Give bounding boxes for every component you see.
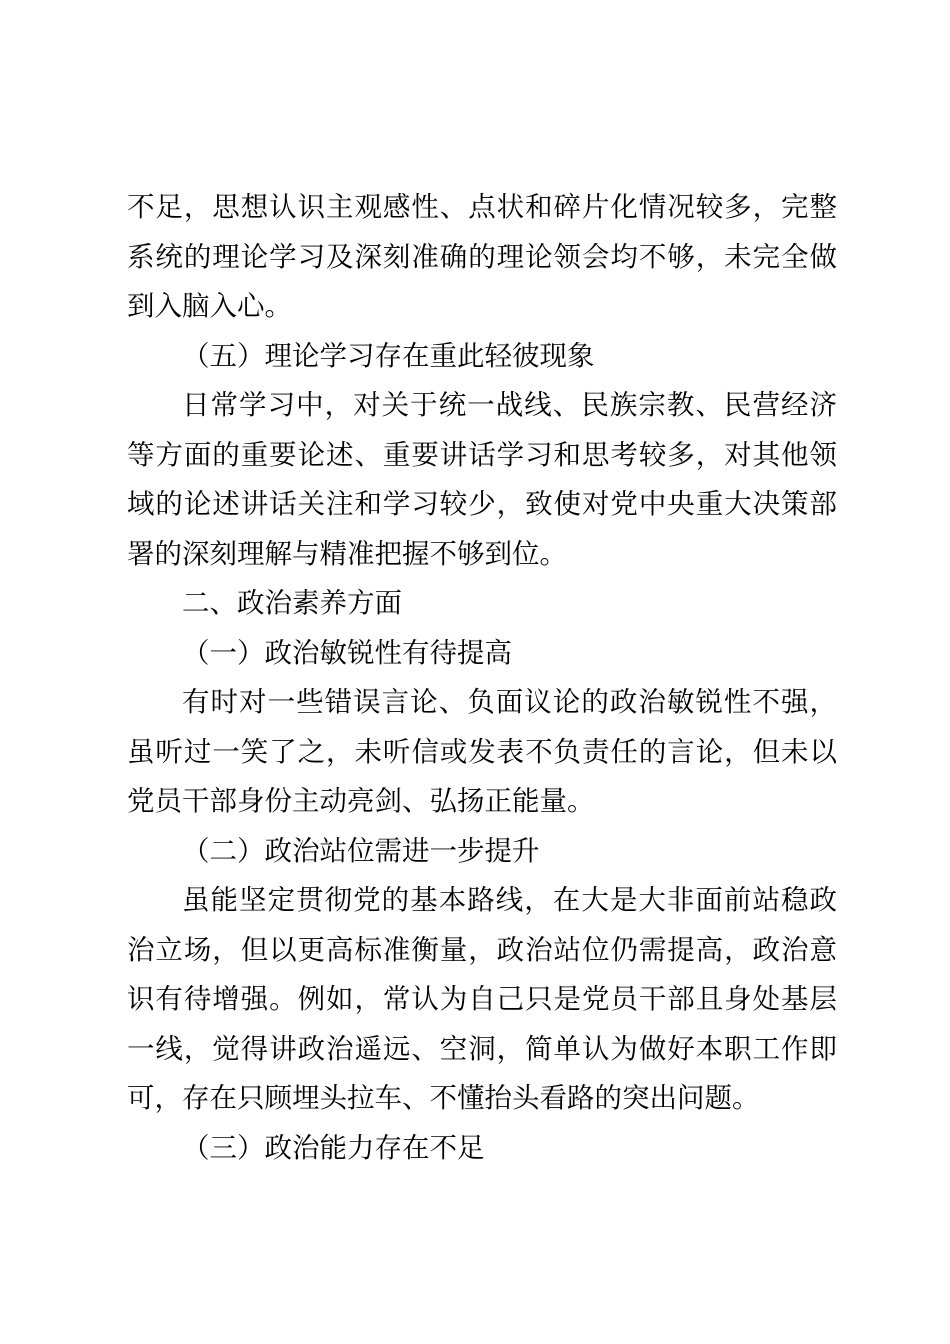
paragraph-political-standing: 虽能坚定贯彻党的基本路线，在大是大非面前站稳政治立场，但以更高标准衡量，政治站位仍需提高，政治意识有待增强。例如，常认为自己只是党员干部且身处基层一线，觉得讲政治遥远、空洞，简单认为做好本职工作即可，存在只顾埋头拉车、不懂抬头看路的突出问题。	[127, 884, 837, 1114]
section-heading-one: （一）政治敏锐性有待提高	[182, 636, 512, 669]
chapter-heading-political-literacy: 二、政治素养方面	[182, 587, 402, 619]
section-heading-three: （三）政治能力存在不足	[182, 1131, 485, 1164]
section-heading-five: （五）理论学习存在重此轻彼现象	[182, 339, 595, 372]
paragraph-study-imbalance: 日常学习中，对关于统一战线、民族宗教、民营经济等方面的重要论述、重要讲话学习和思考较多，对其他领域的论述讲话关注和学习较少，致使对党中央重大决策部署的深刻理解与精准把握不够到位。	[127, 389, 837, 570]
document-body	[127, 183, 837, 1173]
section-heading-two: （二）政治站位需进一步提升	[182, 834, 540, 867]
paragraph-sensitivity: 有时对一些错误言论、负面议论的政治敏锐性不强，虽听过一笑了之，未听信或发表不负责任的言论，但未以党员干部身份主动亮剑、弘扬正能量。	[127, 686, 837, 817]
paragraph-continuation: 不足，思想认识主观感性、点状和碎片化情况较多，完整系统的理论学习及深刻准确的理论领会均不够，未完全做到入脑入心。	[127, 191, 837, 322]
